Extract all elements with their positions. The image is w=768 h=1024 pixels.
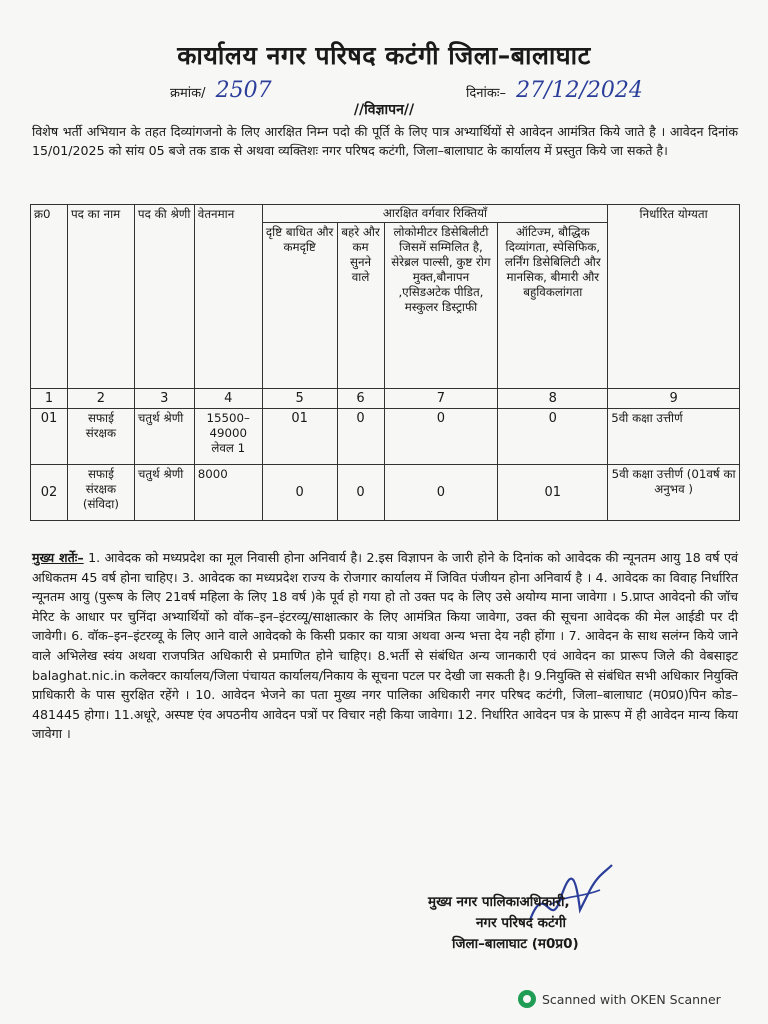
vacancy-table [30, 204, 740, 521]
header-qualification: निर्धारित योग्यता [608, 205, 740, 389]
date-label: दिनांकः– [466, 86, 506, 101]
header-class: पद की श्रेणी [134, 205, 194, 389]
header-autism: ऑटिज्म, बौद्धिक दिव्यांगता, स्पेसिफिक, लर्निंग डिसेबिलिटी और मानसिक, बीमारी और बहुविकलांगता [498, 223, 608, 389]
col-number: 6 [337, 389, 384, 409]
col-number: 3 [134, 389, 194, 409]
table-row [31, 465, 740, 521]
row-pay [194, 465, 262, 521]
ref-value: 2507 [215, 78, 272, 103]
row-sr: 01 [31, 409, 68, 465]
row-pay [194, 409, 262, 465]
row-visual: 01 [262, 409, 337, 465]
scanner-watermark [518, 990, 721, 1008]
row-pay-level: लेवल 1 [211, 441, 246, 455]
row-autism: 0 [498, 409, 608, 465]
office-title: कार्यालय नगर परिषद कटंगी जिला–बालाघाट [177, 41, 591, 70]
row-qualification: 5वी कक्षा उत्तीर्ण (01वर्ष का अनुभव ) [608, 465, 740, 521]
row-qualification: 5वी कक्षा उत्तीर्ण [608, 409, 740, 465]
table-header-row [31, 205, 740, 223]
row-visual: 0 [262, 465, 337, 521]
scanner-logo-icon [518, 990, 536, 1008]
row-pay-range: 15500–49000 [206, 411, 250, 440]
col-number: 8 [498, 389, 608, 409]
conditions-text: 1. आवेदक को मध्यप्रदेश का मूल निवासी होना अनिवार्य है। 2.इस विज्ञापन के जारी होने के दिनांक को आवेदक की न्यूनतम आयु 18 वर्ष एवं अधिकतम 45 वर्ष होना चाहिए। 3. आवेदक का मध्यप्रदेश राज्य के रोजगार कार्यालय में जिवित पंजीयन होना अनिवार्य है । 4. आवेदक का विवाह निर्धारित न्यूनतम आयु (पुरूष के लिए 21वर्ष महिला के लिए 18 वर्ष )के पूर्व हो गया हो तो उक्त पद के लिए उसे अयोग्य माना जावेगा । 5.प्राप्त आवेदनो की जॉच मेरिट के आधार पर चुनिंदा अभ्यार्थियों को वॉक–इन–इंटरव्यू/साक्षात्कार के लिए आमंत्रित किया जावेगा, उक्त की सूचना आवेदक की मेल आईडी पर दी जावेगी। 6. वॉक–इन–इंटरव्यू के लिए आने वाले आवेदको के किसी प्रकार का यात्रा अथवा अन्य भत्ता देय नही होंगा । 7. आवेदन के साथ सलंग्न किये जाने वाले अभिलेख स्वंय अथवा राजपत्रित अधिकारी से प्रमाणित होने चाहिए। 8.भर्ती से संबंधित अन्य जानकारी एवं आवेदन का प्रारूप जिले की वेबसाइट balaghat.nic.in कलेक्टर कार्यालय/जिला पंचायत कार्यालय/निकाय के सूचना पटल पर देखी जा सकती है। 9.नियुक्ति से संबंधित सभी अधिकार नियुक्ति प्राधिकारी के पास सुरक्षित रहेंगे । 10. आवेदन भेजने का पता मुख्य नगर पालिका अधिकारी नगर परिषद कटंगी, जिला–बालाघाट (म0प्र0)पिन कोड–481445 होगा। 11.अधूरे, अस्पष्ट एंव अपठनीय आवेदन पत्रों पर विचार नही किया जावेगा। 12. निर्धारित आवेदन पत्र के प्रारूप में ही आवेदन मान्य किया जावेगा । [32, 550, 739, 742]
header-sr: क्र0 [31, 205, 68, 389]
signatory-title: मुख्य नगर पालिकाअधिकारी, [428, 894, 570, 910]
ref-label: क्रमांक/ [170, 86, 206, 101]
signatory-district: जिला–बालाघाट (म0प्र0) [452, 936, 579, 952]
header-hearing: बहरे और कम सुनने वाले [337, 223, 384, 389]
row-pay-range: 8000 [197, 467, 228, 481]
col-number: 5 [262, 389, 337, 409]
signature-block [428, 892, 658, 955]
row-post: सफाई संरक्षक (संविदा) [67, 465, 134, 521]
col-number: 7 [384, 389, 498, 409]
header-pay: वेतनमान [194, 205, 262, 389]
date-value: 27/12/2024 [516, 78, 643, 103]
column-number-row [31, 389, 740, 409]
intro-paragraph: विशेष भर्ती अभियान के तहत दिव्यांगजनो के लिए आरक्षित निम्न पदो की पूर्ति के लिए पात्र अभ्यार्थियों से आवेदन आमंत्रित किये जाते है । आवेदन दिनांक 15/01/2025 को सांय 05 बजे तक डाक से अथवा व्यक्तिशः नगर परिषद कटंगी, जिला–बालाघाट के कार्यालय में प्रस्तुत किये जा सकते है। [32, 124, 738, 158]
row-locomotor: 0 [384, 465, 498, 521]
row-hearing: 0 [337, 465, 384, 521]
signatory-office: नगर परिषद कटंगी [476, 915, 566, 931]
row-class: चतुर्थ श्रेणी [134, 409, 194, 465]
advertisement-heading: //विज्ञापन// [353, 102, 415, 118]
row-autism: 01 [498, 465, 608, 521]
conditions-paragraph [32, 548, 738, 744]
header-reserved: आरक्षित वर्गवार रिक्तियाँ [262, 205, 608, 223]
header-post: पद का नाम [67, 205, 134, 389]
conditions-label: मुख्य शर्तेः– [32, 550, 84, 565]
row-hearing: 0 [337, 409, 384, 465]
header-visual: दृष्टि बाधित और कमदृष्टि [262, 223, 337, 389]
header-locomotor: लोकोमीटर डिसेबिलीटी जिसमें सम्मिलित है, सेरेब्रल पाल्सी, कुष्ट रोग मुक्त,बौनापन ,एसिडअटेक पीडित, मस्कुलर डिस्ट्राफी [384, 223, 498, 389]
row-locomotor: 0 [384, 409, 498, 465]
col-number: 9 [608, 389, 740, 409]
scanner-text: Scanned with OKEN Scanner [542, 991, 721, 1007]
table-row [31, 409, 740, 465]
col-number: 2 [67, 389, 134, 409]
col-number: 4 [194, 389, 262, 409]
row-sr: 02 [31, 465, 68, 521]
row-post: सफाई संरक्षक [67, 409, 134, 465]
col-number: 1 [31, 389, 68, 409]
row-class: चतुर्थ श्रेणी [134, 465, 194, 521]
